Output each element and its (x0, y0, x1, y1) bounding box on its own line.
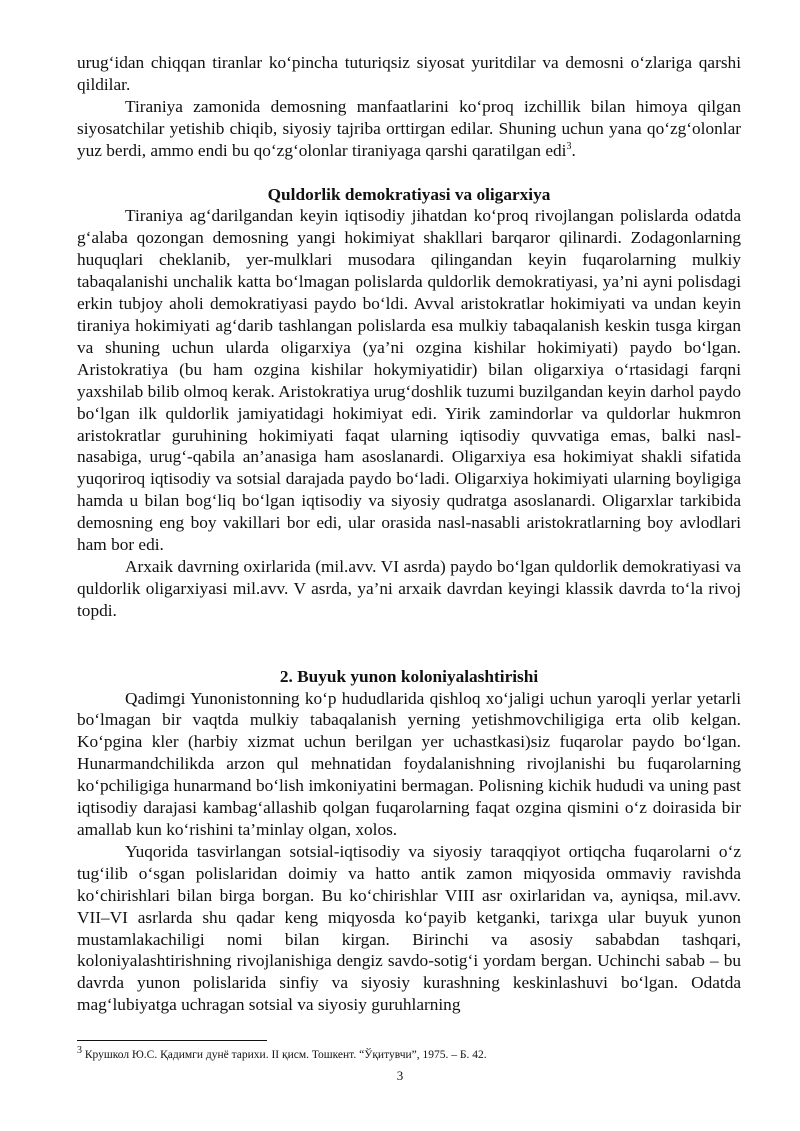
paragraph-tiraniya-end: . (571, 140, 576, 160)
section-heading-colonization: 2. Buyuk yunon koloniyalashtirishi (279, 666, 539, 686)
footnote-divider (77, 1040, 267, 1041)
section-heading-democracy: Quldorlik demokratiyasi va oligarxiya (267, 184, 551, 204)
footnote (77, 1045, 741, 1062)
footnote-number: 3 (77, 1045, 82, 1057)
paragraph-archaic: Arxaik davrning oxirlarida (mil.avv. VI asrda) paydo bo‘lgan quldorlik demokratiyasi va quldorlik oligarxiyasi mil.avv. V asrda, ya’ni arxaik davrdan keyingi klassik davrda to‘la rivoj topdi. (77, 556, 741, 620)
paragraph-democracy: Tiraniya ag‘darilgandan keyin iqtisodiy jihatdan ko‘proq rivojlangan polislarda odatda g‘alaba qozongan demosning yangi hokimiyat shakllari barqaror qilinardi. Zodagonlarning huquqlari cheklanib, yer-mulklari musodara qilingandan keyin fuqarolarning mulkiy tabaqalanishi unchalik katta bo‘lmagan polislarda quldorlik demokratiyasi, ya’ni ayni polisdagi erkin tubjoy aholi demokratiyasi paydo bo‘ldi. Avval aristokratlar hokimiyati va undan keyin tiraniya hokimiyati ag‘darib tashlangan polislarda esa mulkiy tabaqalanish keskin tusga kirgan va shuning uchun ularda oligarxiya (ya’ni ozgina kishilar hokimiyati) paydo bo‘lgan. Aristokratiya (bu ham ozgina kishilar hokymiyatidir) bilan oligarxiya o‘rtasidagi farqni yaxshilab bilib olmoq kerak. Aristokratiya urug‘doshlik tuzumi buzilgandan keyin darhol paydo bo‘lgan ilk quldorlik jamiyatidagi hokimiyat edi. Yirik zamindorlar va quldorlar hukmron aristokratlar guruhining hokimiyati faqat ularning iqtisodiy quvvatiga emas, balki nasl-nasabiga, urug‘-qabila an’anasiga ham asoslanardi. Oligarxiya esa hokimiyat shakli sifatida yuqoriroq iqtisodiy va sotsial darajada paydo bo‘ladi. Oligarxiya hokimiyati ularning boyligiga hamda u bilan bog‘liq bo‘lgan iqtisodiy va siyosiy qudratga asoslanardi. Oligarxlar tarkibida demosning eng boy vakillari bor edi, ular orasida nasl-nasabli aristokratlarning boy avlodlari ham bor edi. (77, 206, 741, 555)
paragraph-tiraniya (77, 96, 741, 162)
paragraph-colonization-2: Yuqorida tasvirlangan sotsial-iqtisodiy va siyosiy taraqqiyot ortiqcha fuqarolarni o‘z tug‘ilib o‘sgan polislaridan doimiy va hatto antik zamon miqyosida ommaviy ravishda ko‘chirishlari bilan birga borgan. Bu ko‘chirishlar VIII asr oxirlaridan va, ayniqsa, mil.avv. VII–VI asrlarda shu qadar keng miqyosda ko‘payib ketganki, tarixga ular buyuk yunon mustamlakachiligi nomi bilan kirgan. Birinchi va asosiy sababdan tashqari, koloniyalashtirishning rivojlanishiga dengiz savdo-sotig‘i yordam bergan. Uchinchi sabab – bu davrda yunon polislarida sinfiy va siyosiy kurashning keskinlashuvi bo‘lgan. Odatda mag‘lubiyatga uchragan sotsial va siyosiy guruhlarning (77, 841, 741, 1015)
page-number: 3 (396, 1068, 404, 1083)
paragraph-colonization-1: Qadimgi Yunonistonning ko‘p hududlarida qishloq xo‘jaligi uchun yaroqli yerlar yetarli bo‘lmagan bir vaqtda mulkiy tabaqalanish yerning yetishmovchiligiga erta olib kelgan. Ko‘pgina kler (harbiy xizmat uchun berilgan yer uchastkasi)siz fuqarolar paydo bo‘lgan. Hunarmandchilikda arzon qul mehnatidan foydalanishning rivojlanishi bu fuqarolarning ko‘pchiligiga hunarmand bo‘lish imkoniyatini bermagan. Polisning kichik hududi va uning past iqtisodiy darajasi kambag‘allashib qolgan fuqarolarning faqat ozgina qismini o‘z doirasida bir amallab kun ko‘rishini ta’minlay olgan, xolos. (77, 688, 741, 839)
footnote-reference[interactable]: 3 (566, 140, 572, 152)
body-text (77, 52, 741, 1016)
footnote-text: Крушкол Ю.С. Қадимги дунё тарихи. II қисм. Тошкент. “Ўқитувчи”, 1975. – Б. 42. (82, 1049, 487, 1061)
paragraph-continuation: urug‘idan chiqqan tiranlar ko‘pincha tuturiqsiz siyosat yuritdilar va demosni o‘zlariga qarshi qildilar. (77, 53, 741, 94)
paragraph-tiraniya-text: Tiraniya zamonida demosning manfaatlarini ko‘proq izchillik bilan himoya qilgan siyosatchilar yetishib chiqib, siyosiy tajriba orttirgan edilar. Shuning uchun yana qo‘zg‘olonlar yuz berdi, ammo endi bu qo‘zg‘olonlar tiraniyaga qarshi qaratilgan edi (77, 96, 741, 160)
